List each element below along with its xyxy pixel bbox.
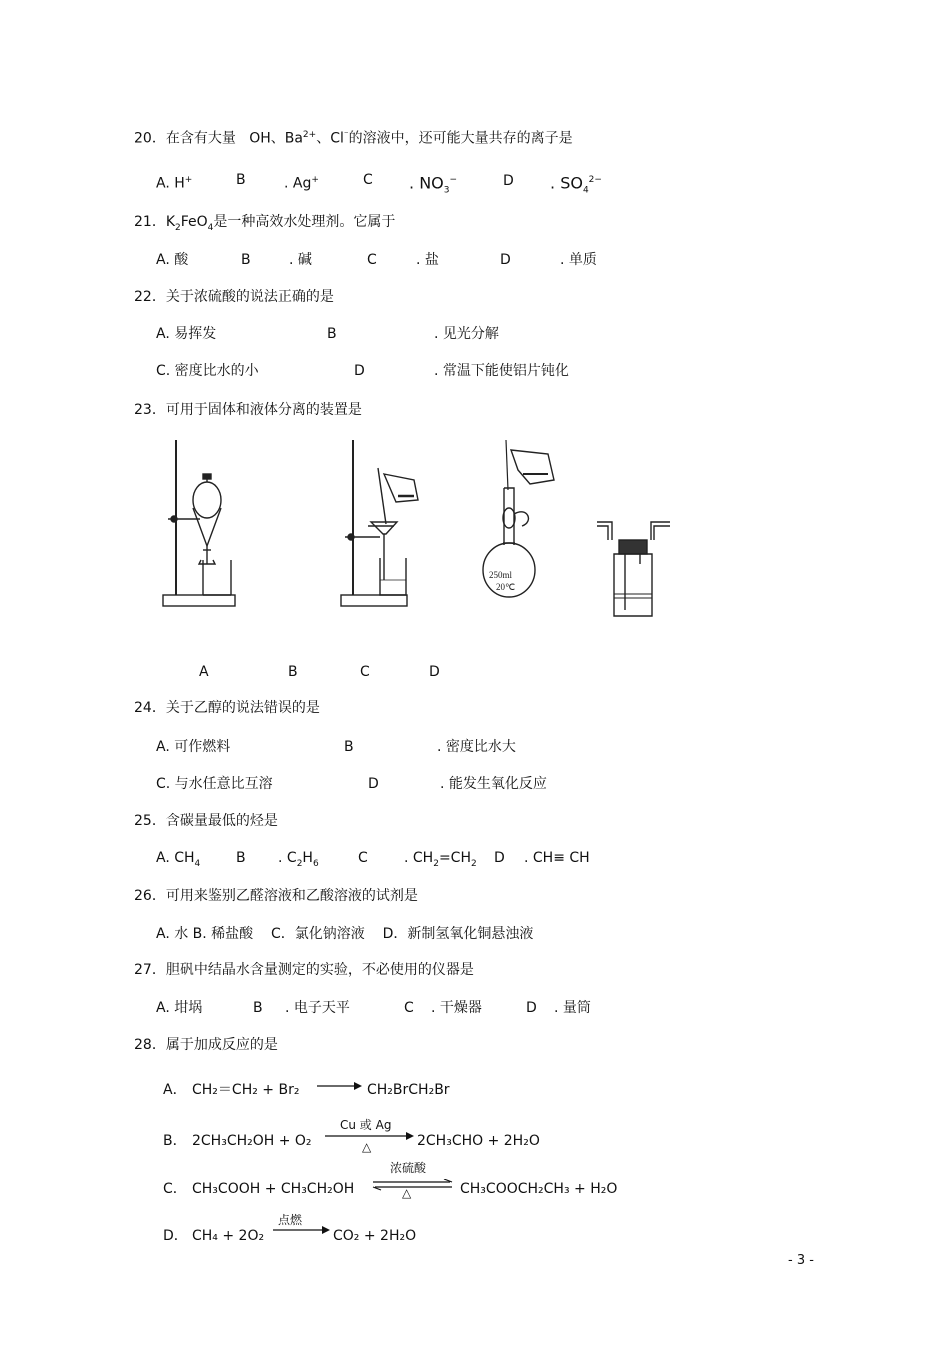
q28-a-arrow-icon [316,1080,364,1094]
q23-label-a: A [199,664,209,680]
q23-label-b: B [288,664,298,680]
q24-option-a: A. 可作燃料 [156,739,231,755]
apparatus-a-separatory-funnel [163,440,235,606]
q28-c-reversible-arrow-icon [372,1179,454,1191]
q28-option-b-reactants: 2CH₃CH₂OH + O₂ [192,1133,312,1149]
q26-options: A. 水 B. 稀盐酸 C．氯化钠溶液 D．新制氢氧化铜悬浊液 [156,926,534,942]
q27-option-d: . 量筒 [554,1000,591,1016]
page-number: - 3 - [788,1253,814,1268]
q25-option-b-label: B [236,850,246,866]
q28-d-arrow-icon [272,1225,332,1235]
q23-label-d: D [429,664,440,680]
q21-option-b-label: B [241,252,251,268]
q24-option-d-label: D [368,776,379,792]
q27-stem: 27．胆矾中结晶水含量测定的实验，不必使用的仪器是 [134,962,474,978]
q22-option-d: . 常温下能使铝片钝化 [434,363,569,379]
q28-option-d-reactants: CH₄ + 2O₂ [192,1228,265,1244]
q21-option-c: . 盐 [416,252,439,268]
q20-option-c: . $NO_3^-$ [409,173,458,196]
q20-option-b-label: B [236,172,246,188]
q22-option-c: C. 密度比水的小 [156,363,259,379]
q28-option-d-label: D． [163,1228,188,1244]
q23-label-c: C [360,664,370,680]
q27-option-d-label: D [526,1000,537,1016]
q28-option-a-label: A． [163,1082,187,1098]
q21-option-d: . 单质 [560,252,597,268]
q28-d-condition: 点燃 [278,1213,303,1227]
q20-option-d: . $SO_4^{2-}$ [550,173,602,196]
q22-stem: 22．关于浓硫酸的说法正确的是 [134,289,334,305]
q21-option-d-label: D [500,252,511,268]
q26-stem: 26．可用来鉴别乙醛溶液和乙酸溶液的试剂是 [134,888,418,904]
q22-option-b-label: B [327,326,337,342]
apparatus-b-filtration [341,440,418,606]
q27-option-c: . 干燥器 [431,1000,482,1016]
q24-option-d: . 能发生氧化反应 [440,776,547,792]
q28-option-b-label: B． [163,1133,187,1149]
q24-option-b-label: B [344,739,354,755]
q22-option-a: A. 易挥发 [156,326,217,342]
q24-option-b: . 密度比水大 [437,739,516,755]
q27-option-c-label: C [404,1000,414,1016]
q28-option-a-reactants: CH₂＝CH₂ + Br₂ [192,1082,300,1098]
q27-option-b-label: B [253,1000,263,1016]
q20-option-b: . Ag+ [284,175,319,192]
q28-c-condition: 浓硫酸 [390,1161,427,1175]
q22-option-b: . 见光分解 [434,326,499,342]
q28-c-heat: △ [402,1186,412,1200]
apparatus-d-gas-washing-bottle [597,522,670,616]
q25-option-d: . CH≡ CH [524,850,590,866]
q20-option-a: A. H+ [156,175,193,192]
q20-stem: 20．在含有大量 OH、$Ba^{2+}$、Cl⁻的溶液中，还可能大量共存的离子是 [134,130,573,147]
q28-option-d-products: CO₂ + 2H₂O [333,1228,417,1244]
q28-stem: 28．属于加成反应的是 [134,1037,278,1053]
q25-option-a: A. $CH_4$ [156,850,201,869]
q21-stem: 21．$K_2FeO_4$是一种高效水处理剂。它属于 [134,214,396,233]
q24-stem: 24．关于乙醇的说法错误的是 [134,700,320,716]
q25-stem: 25．含碳量最低的烃是 [134,813,278,829]
q28-option-a-product: CH₂BrCH₂Br [367,1082,450,1098]
flask-label-volume: 250ml [489,570,513,580]
q25-option-c-label: C [358,850,368,866]
q20-option-d-label: D [503,173,514,189]
q28-b-condition: Cu 或 Ag [340,1118,392,1132]
q28-option-c-reactants: CH₃COOH + CH₃CH₂OH [192,1181,355,1197]
q27-option-b: . 电子天平 [285,1000,350,1016]
q21-option-c-label: C [367,252,377,268]
q25-option-b: . $C_2H_6$ [278,850,319,869]
q23-apparatus-figure [0,430,950,660]
q25-option-c: . $CH_2=CH_2$ [404,850,477,869]
q25-option-d-label: D [494,850,505,866]
q22-option-d-label: D [354,363,365,379]
q21-option-a: A. 酸 [156,252,189,268]
q28-b-heat: △ [362,1140,372,1154]
q27-option-a: A. 坩埚 [156,1000,203,1016]
q28-option-c-products: CH₃COOCH₂CH₃ + H₂O [460,1181,618,1197]
q23-stem: 23．可用于固体和液体分离的装置是 [134,402,362,418]
q28-option-b-products: 2CH₃CHO + 2H₂O [417,1133,540,1149]
flask-label-temp: 20℃ [496,582,516,592]
q20-option-c-label: C [363,172,373,188]
q24-option-c: C. 与水任意比互溶 [156,776,273,792]
q21-option-b: . 碱 [289,252,312,268]
q28-option-c-label: C． [163,1181,187,1197]
